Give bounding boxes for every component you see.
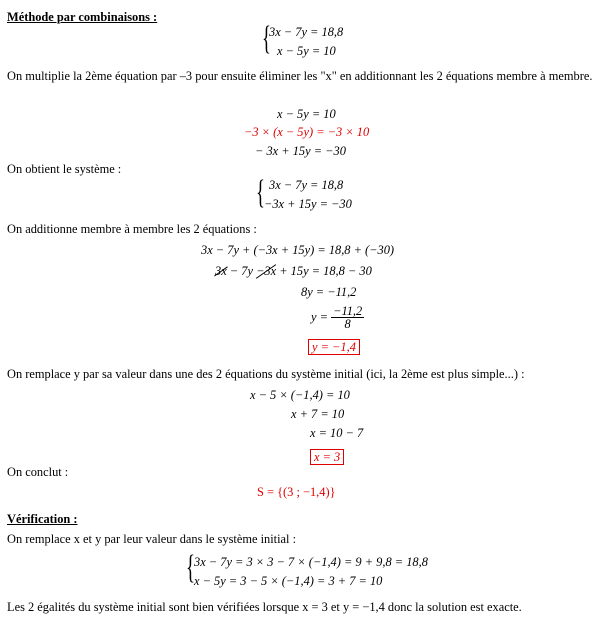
step-line-3: − 3x + 15y = −30 — [255, 144, 346, 158]
fraction-denominator: 8 — [344, 317, 351, 332]
paragraph-verify: On remplace x et y par leur valeur dans le système initial : — [7, 532, 297, 546]
result-y-box: y = −1,4 — [308, 339, 360, 355]
add-line-2 — [215, 265, 372, 277]
result-x-box: x = 3 — [310, 449, 344, 465]
paragraph-multiply: On multiplie la 2ème équation par –3 pour ensuite éliminer les "x" en additionnant les 2 équations membre à membre. — [7, 69, 593, 83]
system-brace: { — [256, 174, 265, 211]
add-term: + 15y = 18,8 − 30 — [276, 264, 372, 278]
fraction — [331, 305, 364, 331]
section-title-method: Méthode par combinaisons : — [7, 10, 158, 24]
solution-set: S = {(3 ; −1,4)} — [257, 485, 336, 499]
system-brace: { — [262, 20, 271, 57]
fraction-lhs: y = — [311, 309, 328, 324]
cancelled-term: −3x — [256, 264, 277, 278]
section-title-verification: Vérification : — [7, 512, 78, 526]
verif-eq2: x − 5y = 3 − 5 × (−1,4) = 3 + 7 = 10 — [194, 574, 383, 588]
step-line-1: x − 5y = 10 — [277, 107, 336, 121]
add-line-3: 8y = −11,2 — [301, 285, 357, 299]
system-eq1: 3x − 7y = 18,8 — [269, 25, 344, 39]
cancelled-term: 3x — [215, 264, 227, 278]
paragraph-add: On additionne membre à membre les 2 équations : — [7, 222, 257, 236]
sub-line-2: x + 7 = 10 — [291, 407, 345, 421]
system-brace: { — [186, 549, 195, 586]
fraction-numerator: −11,2 — [333, 304, 363, 318]
paragraph-conclude: On conclut : — [7, 465, 69, 479]
system-eq2: x − 5y = 10 — [277, 44, 336, 58]
paragraph-system: On obtient le système : — [7, 162, 122, 176]
system-eq1: 3x − 7y = 18,8 — [269, 178, 344, 192]
step-line-2: −3 × (x − 5y) = −3 × 10 — [244, 125, 370, 139]
verif-eq1: 3x − 7y = 3 × 3 − 7 × (−1,4) = 9 + 9,8 = 18,8 — [194, 555, 428, 569]
sub-line-3: x = 10 − 7 — [310, 426, 364, 440]
paragraph-substitute: On remplace y par sa valeur dans une des 2 équations du système initial (ici, la 2ème est plus simple...) : — [7, 367, 525, 381]
sub-line-1: x − 5 × (−1,4) = 10 — [250, 388, 350, 402]
paragraph-final: Les 2 égalités du système initial sont bien vérifiées lorsque x = 3 et y = −1,4 donc la solution est exacte. — [7, 600, 522, 614]
add-line-4 — [311, 305, 364, 331]
add-term: − 7y — [226, 264, 257, 278]
system-eq2: −3x + 15y = −30 — [264, 197, 352, 211]
add-line-1: 3x − 7y + (−3x + 15y) = 18,8 + (−30) — [201, 243, 395, 257]
